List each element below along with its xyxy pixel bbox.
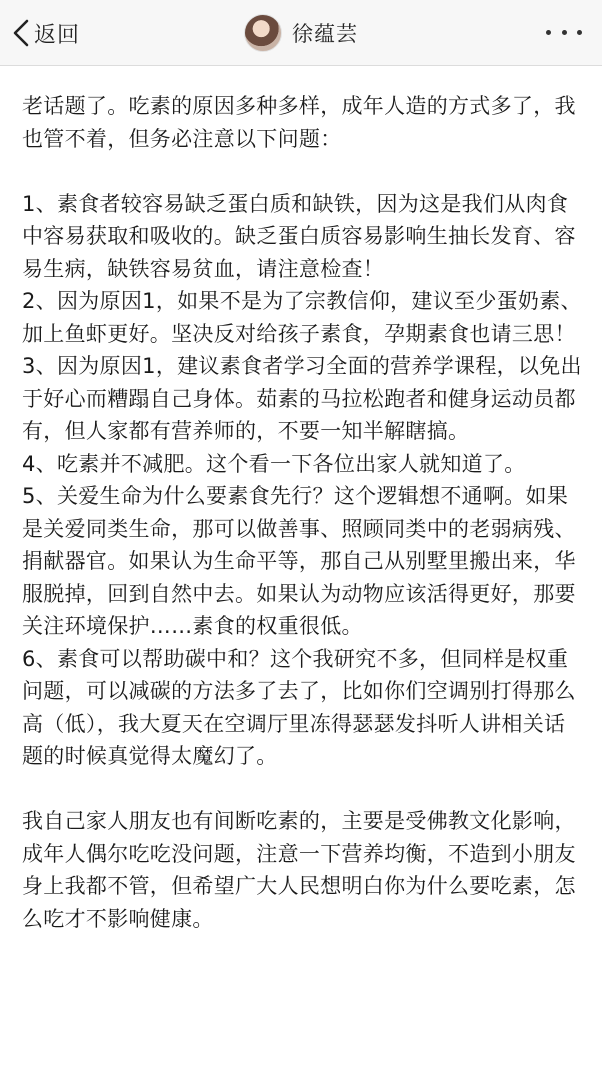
back-label: 返回 xyxy=(34,22,81,48)
post-paragraph: 老话题了。吃素的原因多种多样，成年人造的方式多了，我也管不着，但务必注意以下问题： xyxy=(22,94,576,151)
post-paragraph: 5、关爱生命为什么要素食先行？这个逻辑想不通啊。如果是关爱同类生命，那可以做善事、照顾同类中的老弱病残、捐献器官。如果认为生命平等，那自己从别墅里搬出来，华服脱掉，回到自然中去。如果认为动物应该活得更好，那要关注环境保护……素食的权重很低。 xyxy=(22,484,576,638)
paragraph-spacer xyxy=(22,773,586,806)
post-paragraph: 6、素食可以帮助碳中和？这个我研究不多，但同样是权重问题，可以减碳的方法多了去了，比如你们空调别打得那么高（低），我大夏天在空调厅里冻得瑟瑟发抖听人讲相关话题的时候真觉得太魔幻了。 xyxy=(22,646,576,768)
post-paragraph: 2、因为原因1，如果不是为了宗教信仰，建议至少蛋奶素、加上鱼虾更好。坚决反对给孩子素食，孕期素食也请三思！ xyxy=(22,289,582,346)
post-paragraph: 1、素食者较容易缺乏蛋白质和缺铁，因为这是我们从肉食中容易获取和吸收的。缺乏蛋白质容易影响生抽长发育、容易生病，缺铁容易贫血，请注意检查！ xyxy=(22,191,576,281)
more-dot-icon xyxy=(546,30,551,35)
post-content xyxy=(0,66,602,1075)
paragraph-spacer xyxy=(22,155,586,188)
post-paragraph: 4、吃素并不减肥。这个看一下各位出家人就知道了。 xyxy=(22,451,526,476)
user-profile-link[interactable] xyxy=(244,13,358,53)
user-name[interactable]: 徐蕴芸 xyxy=(292,22,358,46)
chevron-left-icon xyxy=(12,19,30,47)
more-dot-icon xyxy=(562,30,567,35)
navigation-bar xyxy=(0,0,602,66)
avatar[interactable] xyxy=(244,14,282,52)
post-paragraph: 3、因为原因1，建议素食者学习全面的营养学课程，以免出于好心而糟蹋自己身体。茹素的马拉松跑者和健身运动员都有，但人家都有营养师的，不要一知半解瞎搞。 xyxy=(22,354,582,443)
post-body xyxy=(22,90,586,935)
more-dot-icon xyxy=(577,30,582,35)
more-options-button[interactable] xyxy=(546,22,582,42)
back-button[interactable] xyxy=(12,14,80,52)
post-paragraph: 我自己家人朋友也有间断吃素的，主要是受佛教文化影响，成年人偶尔吃吃没问题，注意一下营养均衡，不造到小朋友身上我都不管，但希望广大人民想明白你为什么要吃素，怎么吃才不影响健康。 xyxy=(22,809,576,931)
